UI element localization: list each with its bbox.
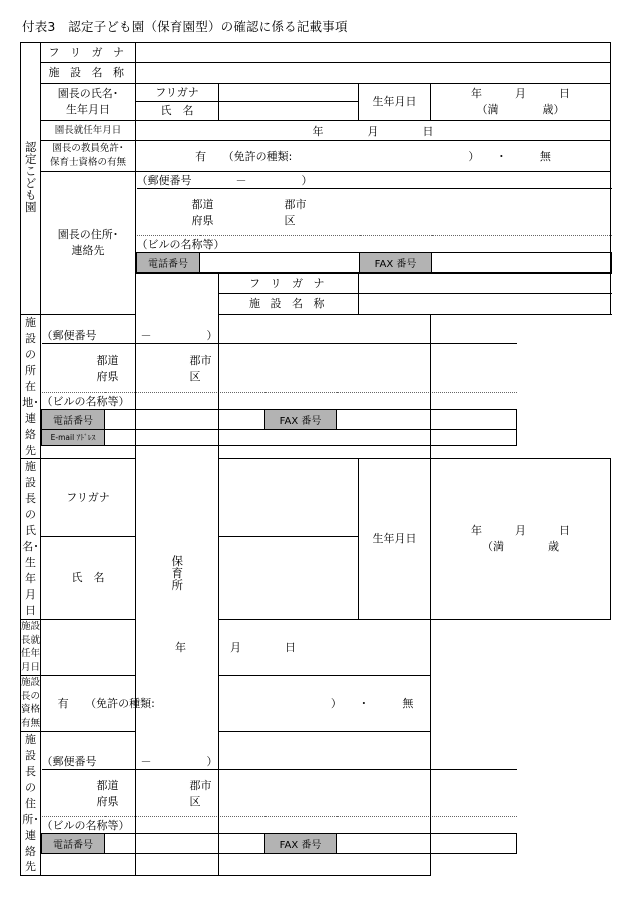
input-director-appointment-date[interactable]: 年 月 日 [136,121,611,141]
input-director-zip[interactable]: （郵便番号 － ） [137,172,612,189]
label-facility-fax: FAX 番号 [265,410,337,430]
label-director-appointment-date: 園長就任年月日 [41,121,136,141]
input-director-tel[interactable] [200,253,360,273]
label-head-name: 氏 名 [41,537,136,619]
table-row [137,189,612,236]
address-city-line1: 郡市 [284,198,307,211]
address-pref-line2: 府県 [96,795,119,809]
address-pref-line2: 府県 [191,214,214,227]
table-row [42,410,517,430]
table-row [137,253,612,273]
label-head-tel: 電話番号 [42,834,105,854]
label-facility-name-nintei: 施 設 名 称 [41,63,136,84]
table-row [21,172,611,274]
label-head-address: 施設長の住所･ 連絡先 [21,731,41,875]
label-furigana-hoikusho: フ リ ガ ナ [219,274,359,294]
table-row [21,63,611,84]
input-head-dob[interactable]: 年 月 日 （満 歳 [431,459,611,619]
table-row [42,393,517,410]
address-city-line2: 区 [189,795,201,809]
address-pref-line1: 都道 [96,779,119,793]
table-row [21,121,611,141]
input-head-zip[interactable]: （郵便番号 － ） [42,753,517,770]
table-row [21,459,611,537]
input-head-license[interactable]: 有 （免許の種類: ） ・ 無 [41,675,431,731]
input-facility-tel[interactable] [105,410,265,430]
table-row [21,43,611,63]
table-row [21,675,611,731]
label-head-dob: 生年月日 [359,459,431,619]
form-table [20,42,611,876]
input-head-tel[interactable] [105,834,265,854]
table-row [137,236,612,253]
label-facility-tel: 電話番号 [42,410,105,430]
input-facility-name-nintei[interactable] [136,63,611,84]
label-director-name-dob: 園長の氏名･ 生年月日 [41,84,136,121]
table-row [42,817,517,834]
label-facility-address: 施設の所在地･ 連絡先 [21,315,41,459]
table-row [21,731,611,875]
input-facility-zip[interactable]: （郵便番号 － ） [42,327,517,344]
input-facility-fax[interactable] [337,410,517,430]
input-director-dob[interactable]: 年 月 日 （満 歳） [431,84,611,121]
input-furigana-hoikusho[interactable] [359,274,611,294]
address-city-line2: 区 [189,370,201,384]
label-director-fax: FAX 番号 [360,253,432,273]
input-facility-address[interactable] [42,344,517,393]
table-row [21,619,611,675]
input-director-name[interactable] [219,102,359,121]
input-head-name[interactable] [219,537,359,619]
input-head-building[interactable]: （ビルの名称等） [42,817,517,834]
label-head-license: 施設長の資格有無 [21,675,41,731]
input-facility-building[interactable]: （ビルの名称等） [42,393,517,410]
page-title: 付表3 認定子ども園（保育園型）の確認に係る記載事項 [22,19,348,34]
address-pref-line1: 都道 [96,354,119,368]
input-facility-name-hoikusho[interactable] [359,294,611,315]
label-director-name: 氏 名 [136,102,219,121]
table-row [21,141,611,172]
input-head-address[interactable] [42,770,517,817]
label-director-furigana: フリガナ [136,84,219,102]
address-city-line1: 郡市 [189,779,212,793]
input-furigana-nintei[interactable] [136,43,611,63]
input-director-furigana[interactable] [219,84,359,102]
label-head-furigana: フリガナ [41,459,136,537]
label-head-appointment-date: 施設長就任年月日 [21,619,41,675]
table-row [42,430,517,446]
table-row [42,834,517,854]
label-director-address: 園長の住所･ 連絡先 [41,172,136,315]
table-row [42,770,517,817]
input-head-appointment-date[interactable]: 年 月 日 [41,619,431,675]
address-city-line2: 区 [284,214,296,227]
input-director-license[interactable]: 有 （免許の種類: ） ・ 無 [136,141,611,172]
input-director-fax[interactable] [432,253,612,273]
input-facility-email[interactable] [105,430,517,446]
input-director-building[interactable]: （ビルの名称等） [137,236,612,253]
label-director-license: 園長の教員免許･ 保育士資格の有無 [41,141,136,172]
table-row [42,327,517,344]
input-director-address[interactable] [137,189,612,236]
section-label-nintei: 認定こども園 [21,43,41,315]
director-address-block [136,172,611,274]
facility-address-block [41,315,431,459]
address-pref-line1: 都道 [191,198,214,211]
table-row [42,344,517,393]
input-head-furigana[interactable] [219,459,359,537]
address-inner-table [136,172,612,273]
label-head-name-dob: 施設長の氏名･ 生年月日 [21,459,41,619]
table-row [21,84,611,102]
input-head-fax[interactable] [337,834,517,854]
head-address-block [41,731,431,875]
address-city-line1: 郡市 [189,354,212,368]
label-facility-email: E-mail ｱﾄﾞﾚｽ [42,430,105,446]
label-facility-name-hoikusho: 施 設 名 称 [219,294,359,315]
table-row [21,315,611,459]
table-row [137,172,612,189]
label-head-fax: FAX 番号 [265,834,337,854]
label-furigana-nintei: フ リ ガ ナ [41,43,136,63]
section-label-hoikusho: 保育所 [136,274,219,876]
address-inner-table [41,753,517,854]
table-row [42,753,517,770]
address-inner-table [41,327,517,446]
address-pref-line2: 府県 [96,370,119,384]
label-director-tel: 電話番号 [137,253,200,273]
label-director-dob: 生年月日 [359,84,431,121]
